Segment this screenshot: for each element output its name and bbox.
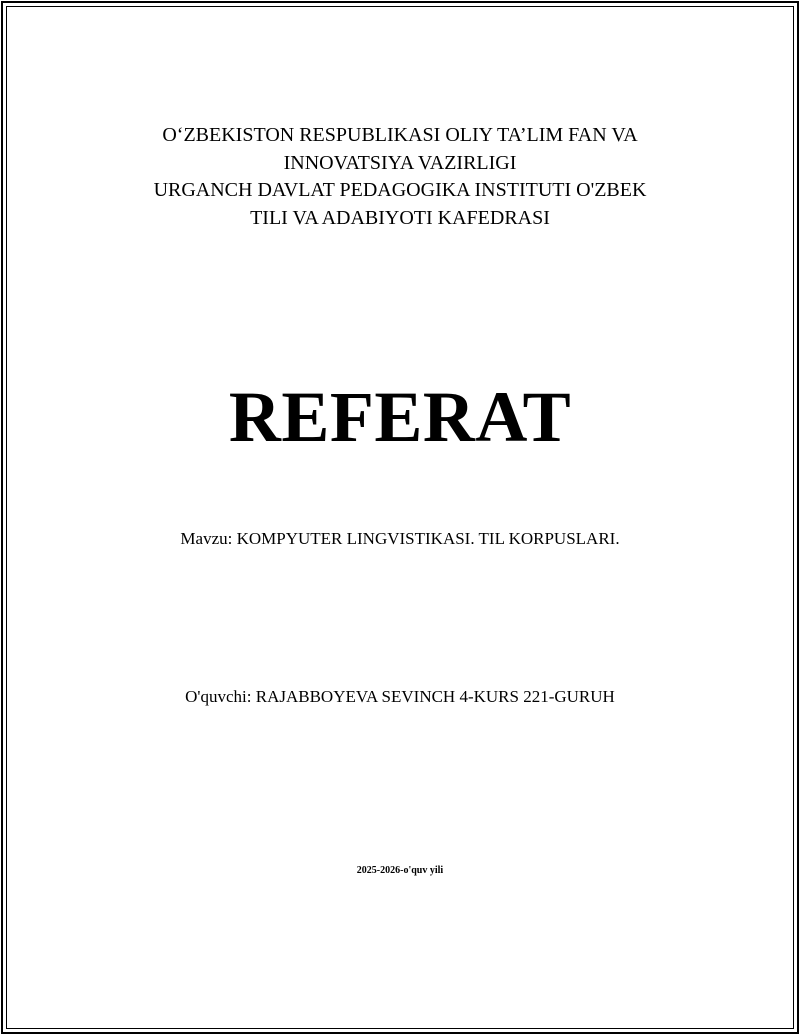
topic-line: Mavzu: KOMPYUTER LINGVISTIKASI. TIL KORPUSLARI. (180, 529, 620, 548)
header-line: URGANCH DAVLAT PEDAGOGIKA INSTITUTI O'ZBEK (153, 179, 647, 201)
document-title: REFERAT (228, 377, 572, 457)
header-line: INNOVATSIYA VAZIRLIGI (283, 151, 517, 174)
student-line: O'quvchi: RAJABBOYEVA SEVINCH 4-KURS 221-GURUH (185, 687, 615, 706)
academic-year: 2025-2026-o'quv yili (356, 865, 444, 876)
institution-header (60, 122, 740, 232)
header-line: TILI VA ADABIYOTI KAFEDRASI (250, 206, 550, 229)
header-line: O‘ZBEKISTON RESPUBLIKASI OLIY TA’LIM FAN VA (162, 124, 638, 146)
